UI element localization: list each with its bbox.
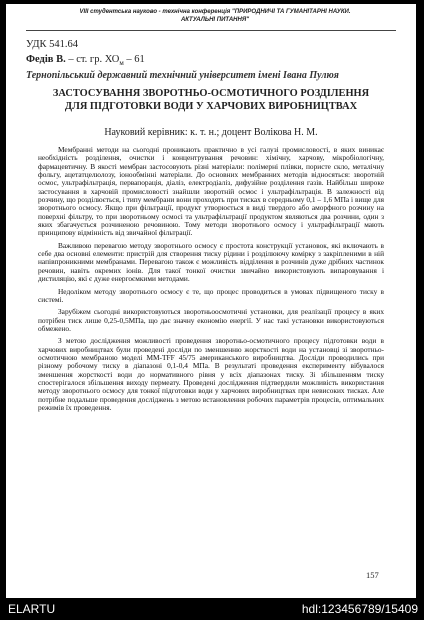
author-group-suffix: – 61 xyxy=(123,54,145,65)
author-name: Федів В. xyxy=(26,54,66,65)
paper-title xyxy=(26,88,396,113)
conference-header-line-1: VIII студентська науково - технічна конференція "ПРИРОДНИЧІ ТА ГУМАНІТАРНІ НАУКИ. xyxy=(79,9,351,15)
paper-title-line-1: ЗАСТОСУВАННЯ ЗВОРОТНЬО-ОСМОТИЧНОГО РОЗДІЛЕННЯ xyxy=(52,88,370,99)
paragraph-1: Мембранні методи на сьогодні проникають практично в усі галузі промисловості, в яких виникає необхідність розділення, очистки і концентрування речовин: хімічну, харчову, мікробіологічну, фармацевтичну. В якості мембран застосовують різні матеріали: полімерні плівки, пористе скло, металічну фольгу, ацетатцелюлозу, іонообмінні матеріали. До основних мембранних методів відносяться: зворотній осмос, ультрафільтрація, первапорація, діаліз, електродіаліз, дифузійне розділення газів. Найбільш широке застосування в харчовій промисловості знайшли зворотній осмос і ультрафільтрація. В залежності від розчину, що розділюється, і типу мембрани вони проходять при тисках в середньому 0,1 – 1,6 МПа і вище для зворотнього осмосу. Якщо при фільтрації, продукт утворюється в виді твердого або аморфного розчину на поверхні фільтру, то при зворотньому осмосі та ультрафільтрації продуктом являються два розчини, один з яких збагачується розчиненою речовиною. Тому методи зворотнього осмосу і ультрафільтрації мають принципову відмінність від звичайної фільтрації. xyxy=(38,145,384,238)
conference-header-line-2: АКТУАЛЬНІ ПИТАННЯ" xyxy=(180,16,250,23)
footer-handle-id: hdl:123456789/15409 xyxy=(301,602,418,616)
body-text xyxy=(38,146,384,416)
document-page xyxy=(6,4,416,598)
conference-header xyxy=(56,9,374,24)
udc-code: УДК 541.64 xyxy=(26,39,79,50)
paragraph-3: Недоліком методу зворотнього осмосу є те, що процес проводиться в умовах підвищеного тиску в системі. xyxy=(38,286,384,304)
header-rule xyxy=(26,30,396,31)
paragraph-2: Важливою перевагою методу зворотнього осмосу є простота конструкції установок, які включають в себе два основні елементи: пристрій для створення тиску рідини і розділюючу комірку з закріпленими в ній напівпроникними мембранами. Перевагою також є можливість відділення в розчинів дуже дрібних частинок речовин, навіть окремих іонів. Для такої тонкої очистки звичайно використовують випаровування і дистиляцію, які є дуже енергоємкими методами. xyxy=(38,240,384,284)
footer-repository-name: ELARTU xyxy=(8,602,56,616)
paper-title-line-2: ДЛЯ ПІДГОТОВКИ ВОДИ У ХАРЧОВИХ ВИРОБНИЦТВАХ xyxy=(64,100,358,112)
affiliation: Тернопільський державний технічний університет імені Івана Пулюя xyxy=(26,70,339,81)
paragraph-4: Зарубіжем сьогодні використовуються зворотньоосмотичні установки, для реалізації процесу в яких потрібен тиск лише 0,25-0,5МПа, що дає значну економію енергії. У нас такі установки використовуються обмежено. xyxy=(38,307,384,333)
author-group-sub: м xyxy=(119,59,124,68)
scientific-advisor: Науковий керівник: к. т. н.; доцент Волікова Н. М. xyxy=(104,127,318,138)
paragraph-5: З метою дослідження можливості проведення зворотньо-осмотичного процесу підготовки води в харчових виробництвах були проведені досліди по зменшенню жорсткості води на установці зі зворотньо-осмотичною мембраною моделі ММ-TFF 45/75 американського виробництва. Досліди проводились при різному робочому тиску в діапазоні 0,1-0,4 МПа. В результаті проведення експерименту вібувалося зменшення жорсткості води до нормативного рівня у всіх діапазонах тиску. Зі збільшенням тиску спостерігалося збільшення виходу пермеату. Проведені дослідження підтвердили можливість використання методу зворотнього осмосу для тонкої підготовки води у харчових виробництвах при невисоких тисках. Але потрібне подальше проведення досліджень з метою встановлення робочих параметрів процесів, оптимальних режимів їх проведення. xyxy=(38,336,384,412)
footer-bar xyxy=(0,598,424,620)
page-number: 157 xyxy=(366,570,379,580)
author-line xyxy=(26,54,145,67)
author-group-prefix: – ст. гр. ХО xyxy=(65,54,120,65)
